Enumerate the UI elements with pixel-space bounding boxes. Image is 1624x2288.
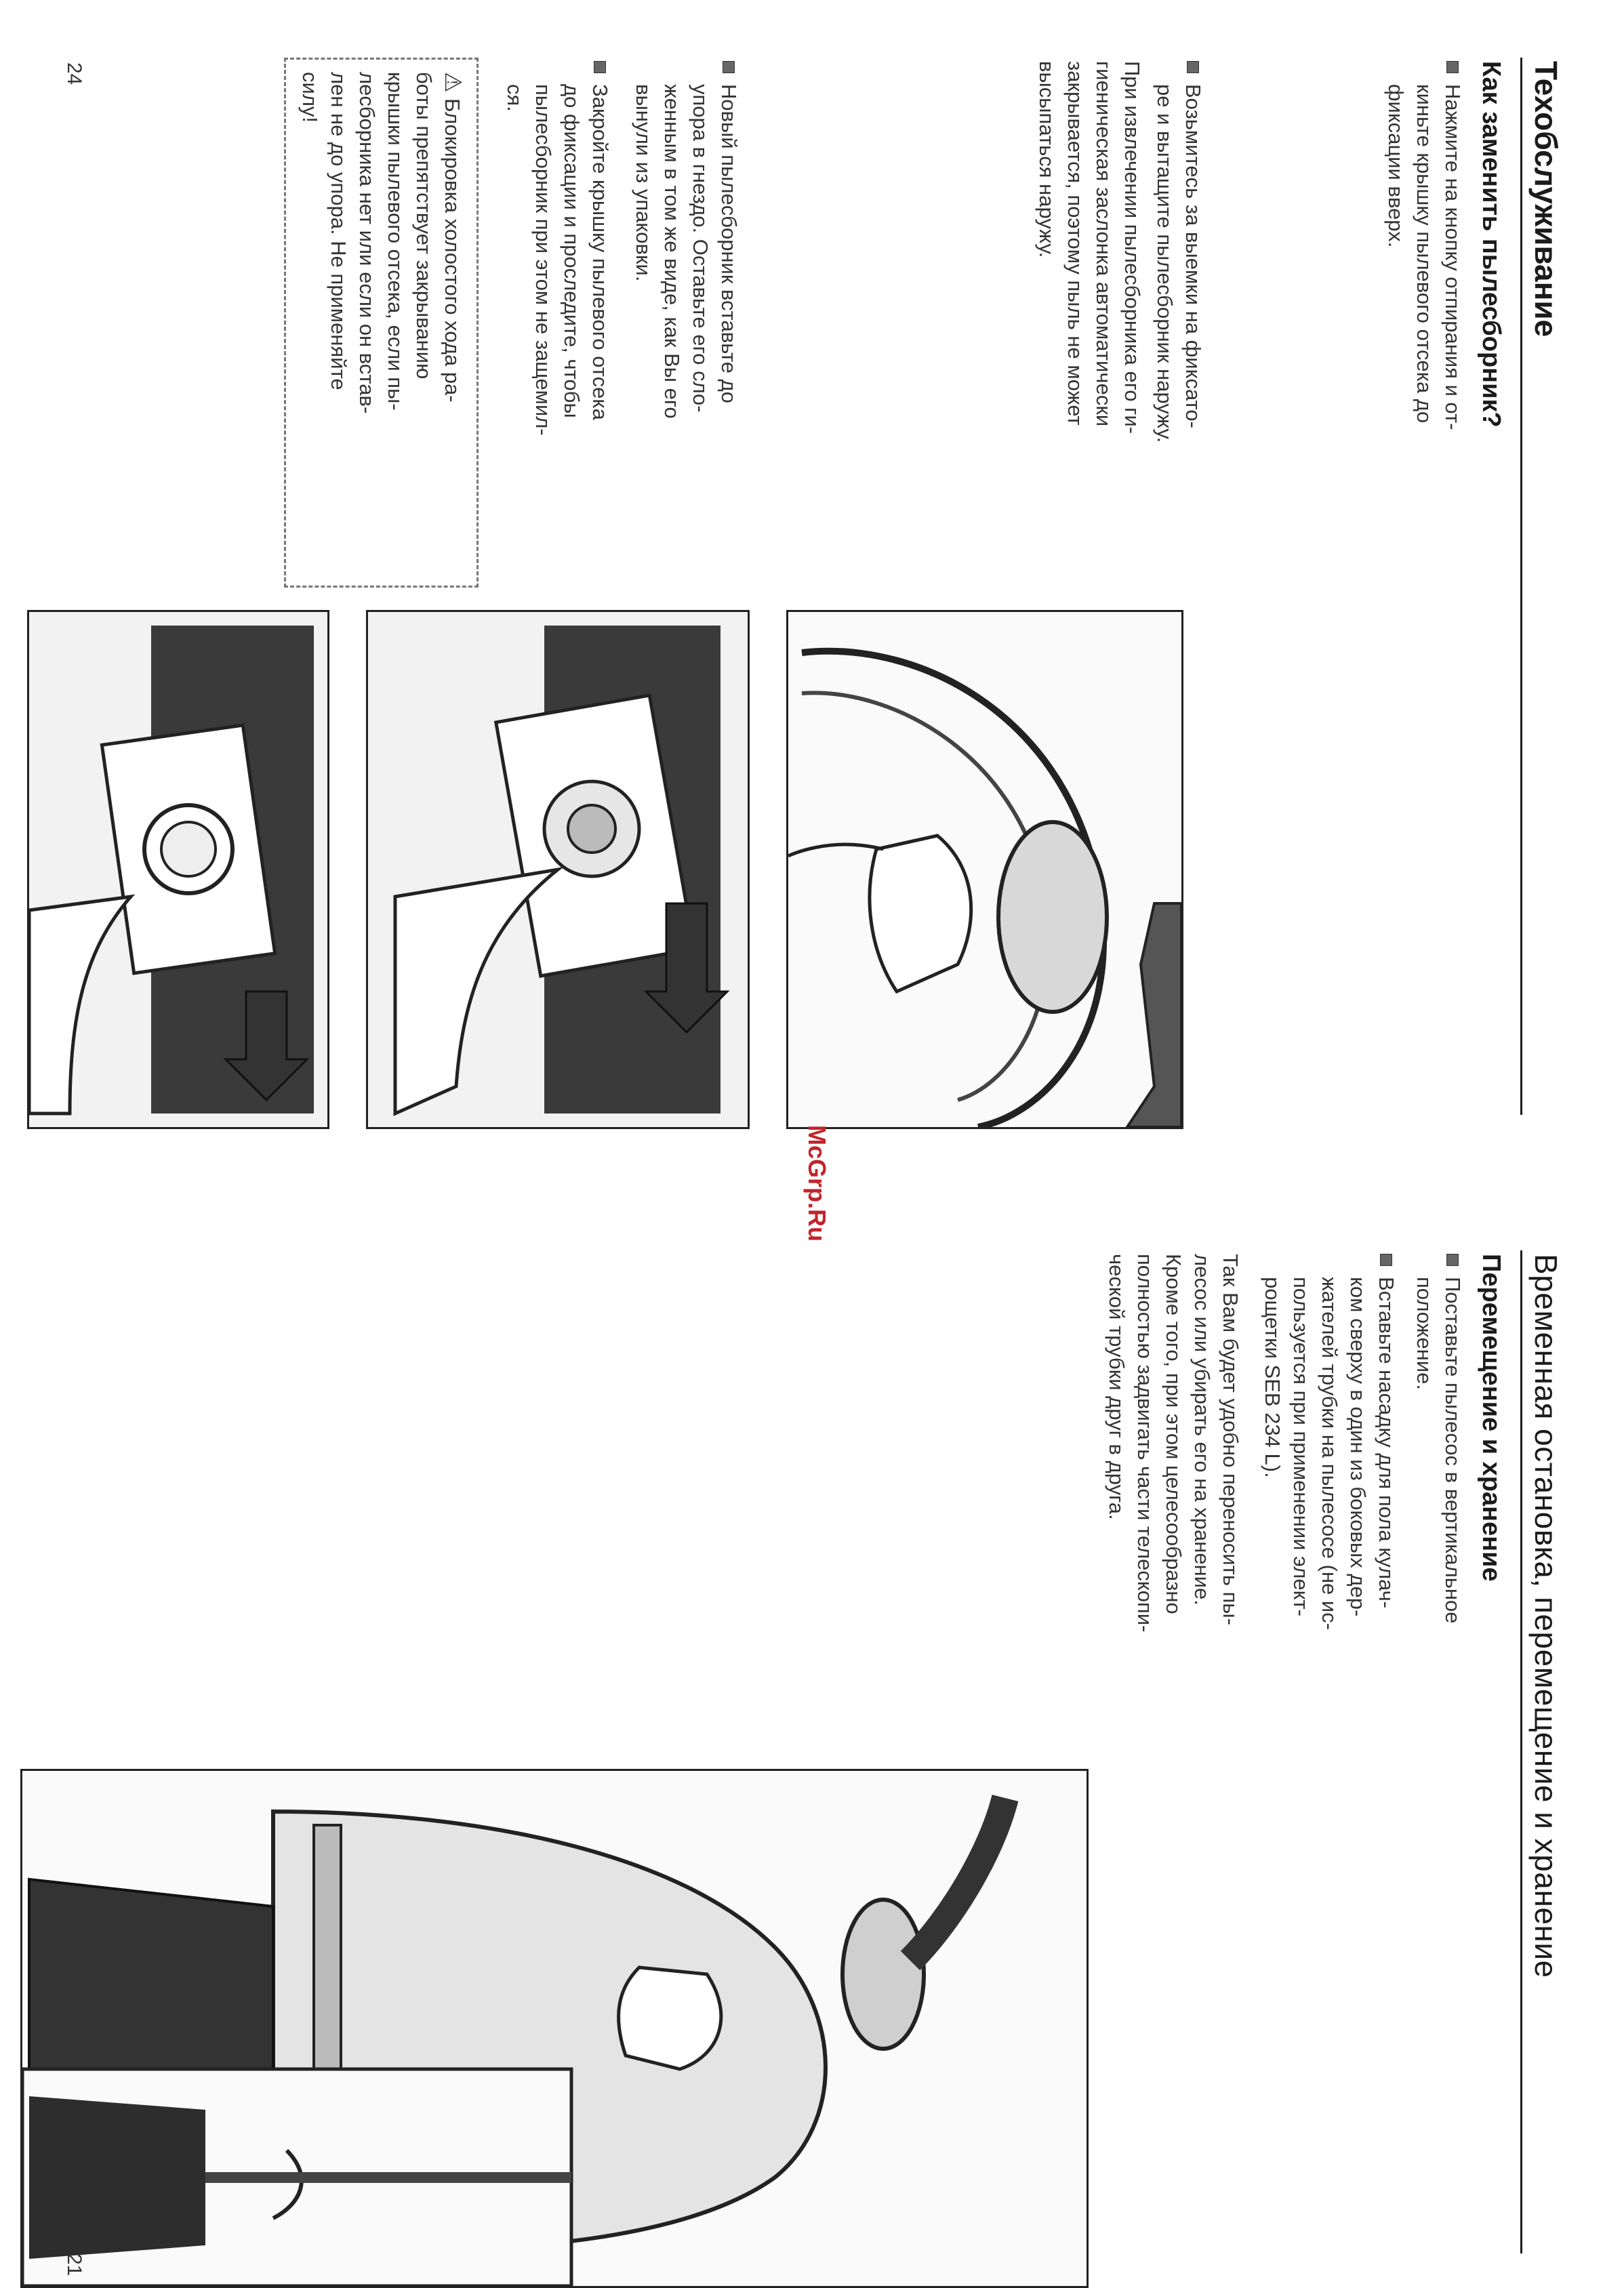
left-bullet-3: Новый пылесборник вставьте до упора в гнездо. Оставьте его сло- женным в том же виде, как Вы его вынули из упаковки. — [629, 61, 743, 603]
figure-open-lid — [786, 610, 1183, 1129]
right-section-title: Перемещение и хранение — [1477, 1254, 1505, 1582]
figure-remove-bag — [366, 610, 750, 1129]
warning-triangle-icon: ⚠ — [440, 72, 466, 93]
bullet-square-icon — [723, 61, 735, 73]
watermark: McGrp.Ru — [803, 1125, 831, 1242]
right-paragraph: Так Вам будет удобно переносить пы- лесос или убирать его на хранение. Кроме того, при этом целесообразно полностью задвигать части телескопи- ческой трубки друг в друга. — [1105, 1254, 1242, 1633]
vacuum-lid-illustration — [788, 612, 1181, 1127]
bullet-square-icon — [1380, 1254, 1392, 1266]
right-bullet-2: Вставьте насадку для пола кулач- ком сверху в один из боковых дер- жателей трубки на пылесосе (не ис- пользуется при применении элект- рощетки SEB 234 L). — [1258, 1254, 1400, 1769]
left-bullet-1: Нажмите на кнопку отпирания и от- киньте крышку пылевого отсека до фиксации вверх. — [1381, 61, 1467, 603]
figure-insert-bag — [27, 610, 329, 1129]
bullet-square-icon — [1187, 61, 1199, 73]
left-page-header: Техобслуживание — [1528, 61, 1564, 338]
left-paragraph: При извлечении пылесборника его ги- гиеническая заслонка автоматически закрывается, поэтому пыль не может высыпаться наружу. — [1035, 61, 1144, 434]
vacuum-storage-illustration — [22, 1771, 1087, 2286]
right-header-rule — [1520, 1250, 1522, 2253]
left-bullet-4: Закройте крышку пылевого отсека до фиксации и проследите, чтобы пылесборник при этом не защемил- ся. — [500, 61, 614, 603]
bullet-square-icon — [1446, 1254, 1459, 1266]
dustbag-removal-illustration — [368, 612, 748, 1127]
warning-box: ⚠ Блокировка холостого хода ра- боты препятствует закрыванию крышки пылевого отсека, если пы- лесборника нет или если он встав- лен не до упора. Не применяйте силу! — [284, 58, 479, 588]
left-page-number: 24 — [63, 62, 85, 85]
dustbag-insert-illustration — [29, 612, 327, 1127]
left-header-rule — [1520, 58, 1522, 1115]
right-page-number: 21 — [63, 2253, 85, 2276]
bullet-square-icon — [1446, 61, 1459, 73]
figure-storage — [20, 1769, 1089, 2288]
right-bullet-1: Поставьте пылесос в вертикальное положение. — [1410, 1254, 1467, 1769]
left-section-title: Как заменить пылесборник? — [1477, 61, 1505, 428]
bullet-square-icon — [594, 61, 606, 73]
right-page-header: Временная остановка, перемещение и хранение — [1528, 1254, 1564, 1978]
left-bullet-2: Возьмитесь за выемки на фиксато- ре и вытащите пылесборник наружу. — [1150, 61, 1207, 603]
